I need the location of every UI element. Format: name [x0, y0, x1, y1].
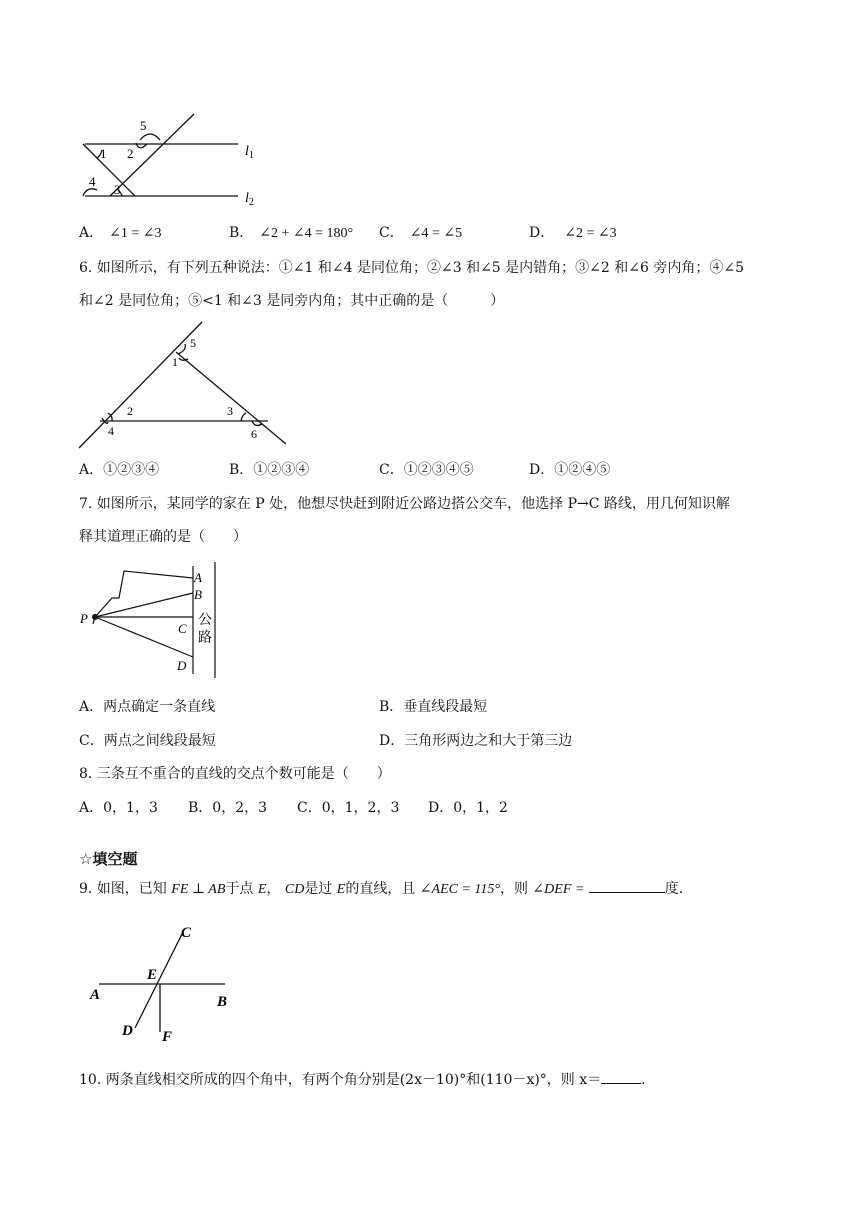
q10-text: 10. 两条直线相交所成的四个角中，有两个角分别是(2x－10)°和(110－x)°，则 x＝: [79, 1072, 602, 1088]
option-text: ①②③④⑤: [403, 462, 474, 478]
option-key: A．: [79, 800, 104, 816]
q7-option-a: [79, 697, 215, 717]
option-key: B．: [379, 699, 404, 715]
q6-option-d: [529, 460, 610, 480]
option-key: D．: [428, 800, 454, 816]
option-text: 三角形两边之和大于第三边: [404, 733, 573, 749]
q10-text: .: [641, 1072, 646, 1088]
option-text: 垂直线段最短: [403, 699, 488, 715]
q7-road-char-2: 路: [198, 630, 212, 646]
option-text: 0，1，3: [103, 800, 158, 816]
q9-text: 于点: [225, 881, 254, 897]
option-text: 0，1，2: [453, 800, 508, 816]
q6-label-3: 3: [227, 404, 233, 418]
q7-stem-line1: 7. 如图所示，某同学的家在 P 处，他想尽快赶到附近公路边搭公交车，他选择 P→C 路线，用几何知识解: [79, 496, 730, 512]
q6-stem-line1: 6. 如图所示，有下列五种说法：①∠1 和∠4 是同位角；②∠3 和∠5 是内错角；③∠2 和∠6 旁内角；④∠5: [79, 260, 744, 276]
q9-math-angle-def: ∠DEF =: [532, 882, 585, 897]
q7-label-d: D: [177, 658, 187, 673]
q6-label-5: 5: [190, 336, 196, 350]
q9-answer-blank[interactable]: [589, 878, 665, 893]
q9-label-a: A: [90, 987, 101, 1003]
q5-option-c: [379, 223, 462, 244]
q5-line-l2: $l_2$: [245, 191, 254, 208]
q9-math-perp: FE ⊥ AB: [171, 882, 226, 897]
q7-label-b: B: [194, 587, 202, 602]
option-key: B．: [229, 462, 254, 478]
option-text: ①②④⑤: [554, 462, 611, 478]
q6-option-b: [229, 460, 309, 480]
option-key: A．: [79, 225, 104, 241]
option-key: D．: [379, 733, 405, 749]
q6-label-6: 6: [251, 427, 257, 441]
q9-label-d: D: [122, 1023, 133, 1039]
q9-text: 的直线，且: [345, 881, 416, 897]
option-text: 两点确定一条直线: [103, 699, 216, 715]
q9-text: ，则: [499, 881, 528, 897]
option-text: 两点之间线段最短: [103, 733, 216, 749]
q9-label-e: E: [147, 967, 158, 983]
option-key: D．: [529, 225, 555, 241]
q7-road-char-1: 公: [198, 612, 212, 628]
option-key: C．: [379, 462, 404, 478]
option-text: ①②③④: [103, 462, 160, 478]
q8-option-c: [297, 798, 399, 818]
option-key: C．: [79, 733, 104, 749]
q7-option-c: [79, 731, 216, 751]
q9-label-c: C: [181, 925, 192, 941]
q5-label-5: 5: [140, 118, 147, 133]
q5-line-l1: $l_1$: [245, 144, 254, 161]
q6-figure: [75, 318, 295, 450]
q5-label-1: 1: [100, 146, 107, 161]
option-text: ∠2 + ∠4 = 180°: [259, 226, 354, 241]
q9-text: 是过: [304, 881, 333, 897]
option-text: 0，1，2，3: [321, 800, 400, 816]
q9-stem: [79, 878, 683, 900]
q6-label-2: 2: [127, 404, 133, 418]
q6-option-a: [79, 460, 159, 480]
q6-label-4: 4: [108, 424, 114, 438]
section-title: ☆填空题: [79, 850, 138, 868]
q5-option-b: [229, 223, 353, 244]
q7-option-d: [379, 731, 572, 751]
q10-stem: [79, 1069, 646, 1090]
q5-option-d: [529, 223, 617, 244]
q9-math-cd: CD: [284, 882, 305, 897]
option-key: A．: [79, 699, 104, 715]
q8-option-b: [188, 798, 267, 818]
q9-figure: [85, 918, 245, 1048]
q7-label-a: A: [194, 570, 202, 585]
option-text: ∠1 = ∠3: [109, 226, 162, 241]
q7-option-b: [379, 697, 487, 717]
q7-label-c: C: [178, 621, 187, 636]
q9-label-f: F: [162, 1029, 173, 1045]
q5-option-a: [79, 223, 161, 244]
q8-option-a: [79, 798, 158, 818]
q9-math-e2: E: [336, 882, 346, 897]
q9-text: ，: [266, 881, 281, 897]
q9-math-e: E: [257, 882, 267, 897]
q9-label-b: B: [217, 994, 228, 1010]
option-key: C．: [379, 225, 404, 241]
q9-text: 度.: [664, 881, 684, 897]
q7-stem-line2: 释其道理正确的是（ ）: [79, 529, 247, 545]
q6-label-1: 1: [172, 355, 178, 369]
option-text: ∠2 = ∠3: [564, 226, 617, 241]
option-key: B．: [229, 225, 254, 241]
option-key: D．: [529, 462, 555, 478]
q9-text: 9. 如图，已知: [79, 881, 167, 897]
option-text: ①②③④: [253, 462, 310, 478]
q8-stem: 8. 三条互不重合的直线的交点个数可能是（ ）: [79, 766, 391, 782]
option-key: B．: [188, 800, 213, 816]
q5-figure: [75, 110, 275, 210]
q5-label-2: 2: [127, 146, 134, 161]
q6-option-c: [379, 460, 474, 480]
q9-math-angle-aec: ∠AEC = 115°: [419, 882, 500, 897]
option-key: A．: [79, 462, 104, 478]
q7-figure: [75, 560, 245, 680]
q8-option-d: [428, 798, 508, 818]
q10-answer-blank[interactable]: [601, 1069, 641, 1084]
q6-stem-line2: 和∠2 是同位角；⑤<1 和∠3 是同旁内角；其中正确的是（ ）: [79, 293, 505, 309]
option-text: ∠4 = ∠5: [409, 226, 463, 241]
q5-label-4: 4: [89, 174, 96, 189]
q5-label-3: 3: [114, 182, 121, 197]
option-key: C．: [297, 800, 322, 816]
q7-label-p: P: [80, 611, 88, 626]
option-text: 0，2，3: [212, 800, 268, 816]
